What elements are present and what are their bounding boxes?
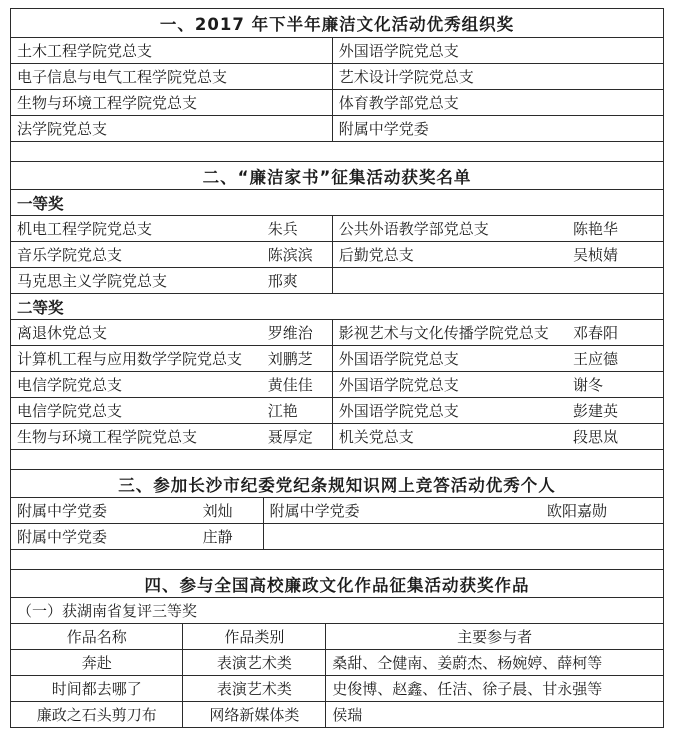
org-cell: 附属中学党委 xyxy=(17,502,108,520)
person-name-cell: 谢冬 xyxy=(573,376,604,394)
work-type-cell: 网络新媒体类 xyxy=(182,702,325,727)
section4-subtitle-row xyxy=(11,597,663,623)
participants-cell: 史俊博、赵鑫、任洁、徐子晨、甘永强等 xyxy=(325,676,663,701)
org-cell: 法学院党总支 xyxy=(17,120,108,138)
org-cell: 公共外语教学部党总支 xyxy=(338,220,489,238)
first-prize-label-row xyxy=(11,189,663,215)
section4-subtitle: （一）获湖南省复评三等奖 xyxy=(17,602,198,620)
person-name-cell: 彭建英 xyxy=(573,402,619,420)
org-cell: 计算机工程与应用数学学院党总支 xyxy=(17,350,243,368)
column-header-work-type: 作品类别 xyxy=(182,624,325,649)
person-name-cell: 陈艳华 xyxy=(573,220,619,238)
org-cell: 艺术设计学院党总支 xyxy=(332,64,663,89)
org-cell: 外国语学院党总支 xyxy=(338,350,459,368)
second-prize-row xyxy=(11,345,663,371)
person-name-cell: 庄静 xyxy=(202,528,233,546)
prize-label: 二等奖 xyxy=(17,298,64,317)
org-cell: 生物与环境工程学院党总支 xyxy=(17,428,198,446)
section1-title: 一、2017 年下半年廉洁文化活动优秀组织奖 xyxy=(159,15,515,34)
section1-row xyxy=(11,63,663,89)
second-prize-row xyxy=(11,423,663,449)
section1-row xyxy=(11,37,663,63)
person-name-cell: 黄佳佳 xyxy=(267,376,313,394)
person-name-cell: 刘灿 xyxy=(202,502,233,520)
person-name-cell: 陈滨滨 xyxy=(267,246,313,264)
participants-cell: 桑甜、仝健南、姜蔚杰、杨婉婷、薛柯等 xyxy=(325,650,663,675)
org-cell: 体育教学部党总支 xyxy=(332,90,663,115)
org-cell: 离退休党总支 xyxy=(17,324,108,342)
org-cell: 外国语学院党总支 xyxy=(338,402,459,420)
person-name-cell: 邓春阳 xyxy=(573,324,619,342)
section-gap xyxy=(11,141,663,161)
org-cell xyxy=(333,268,567,293)
section4-row xyxy=(11,675,663,701)
org-cell: 附属中学党委 xyxy=(269,502,360,520)
column-header-work-name: 作品名称 xyxy=(66,628,127,646)
first-prize-row xyxy=(11,267,663,293)
column-header-participants: 主要参与者 xyxy=(325,624,663,649)
person-name-cell: 罗维治 xyxy=(267,324,313,342)
person-name-cell xyxy=(541,524,663,549)
org-cell: 电信学院党总支 xyxy=(17,376,123,394)
person-name-cell xyxy=(567,268,663,293)
participants-cell: 侯瑞 xyxy=(325,702,663,727)
person-name-cell: 吴桢婧 xyxy=(573,246,619,264)
work-type-cell: 表演艺术类 xyxy=(182,676,325,701)
person-name-cell: 欧阳嘉勋 xyxy=(547,502,608,520)
section4-row xyxy=(11,649,663,675)
section3-row xyxy=(11,523,663,549)
org-cell: 土木工程学院党总支 xyxy=(17,42,153,60)
section-gap xyxy=(11,549,663,569)
work-name-cell: 奔赴 xyxy=(81,654,112,672)
section2-title: 二、“廉洁家书”征集活动获奖名单 xyxy=(11,161,663,189)
person-name-cell: 刘鹏芝 xyxy=(267,350,313,368)
org-cell: 生物与环境工程学院党总支 xyxy=(17,94,198,112)
section1-row xyxy=(11,89,663,115)
org-cell: 外国语学院党总支 xyxy=(332,38,663,63)
work-name-cell: 廉政之石头剪刀布 xyxy=(36,706,157,724)
second-prize-label-row xyxy=(11,293,663,319)
org-cell: 机关党总支 xyxy=(338,428,414,446)
section3-row xyxy=(11,497,663,523)
section4-column-header-row xyxy=(11,623,663,649)
work-name-cell: 时间都去哪了 xyxy=(51,680,142,698)
second-prize-row xyxy=(11,397,663,423)
prize-label: 一等奖 xyxy=(17,194,64,213)
person-name-cell: 王应德 xyxy=(573,350,619,368)
org-cell: 影视艺术与文化传播学院党总支 xyxy=(338,324,549,342)
section4-title: 四、参与全国高校廉政文化作品征集活动获奖作品 xyxy=(11,569,663,597)
section1-row xyxy=(11,115,663,141)
org-cell: 音乐学院党总支 xyxy=(17,246,123,264)
first-prize-row xyxy=(11,215,663,241)
section3-title: 三、参加长沙市纪委党纪条规知识网上竞答活动优秀个人 xyxy=(11,469,663,497)
org-cell xyxy=(264,524,541,549)
person-name-cell: 朱兵 xyxy=(267,220,298,238)
second-prize-row xyxy=(11,319,663,345)
first-prize-row xyxy=(11,241,663,267)
org-cell: 附属中学党委 xyxy=(332,116,663,141)
org-cell: 电信学院党总支 xyxy=(17,402,123,420)
person-name-cell: 聂厚定 xyxy=(267,428,313,446)
org-cell: 电子信息与电气工程学院党总支 xyxy=(17,68,228,86)
org-cell: 马克思主义学院党总支 xyxy=(17,272,168,290)
org-cell: 附属中学党委 xyxy=(17,528,108,546)
org-cell: 后勤党总支 xyxy=(338,246,414,264)
person-name-cell: 段思岚 xyxy=(573,428,619,446)
second-prize-row xyxy=(11,371,663,397)
person-name-cell: 邢爽 xyxy=(267,272,298,290)
work-type-cell: 表演艺术类 xyxy=(182,650,325,675)
award-document-table xyxy=(10,8,664,728)
org-cell: 外国语学院党总支 xyxy=(338,376,459,394)
section-gap xyxy=(11,449,663,469)
org-cell: 机电工程学院党总支 xyxy=(17,220,153,238)
section4-row xyxy=(11,701,663,727)
person-name-cell: 江艳 xyxy=(267,402,298,420)
